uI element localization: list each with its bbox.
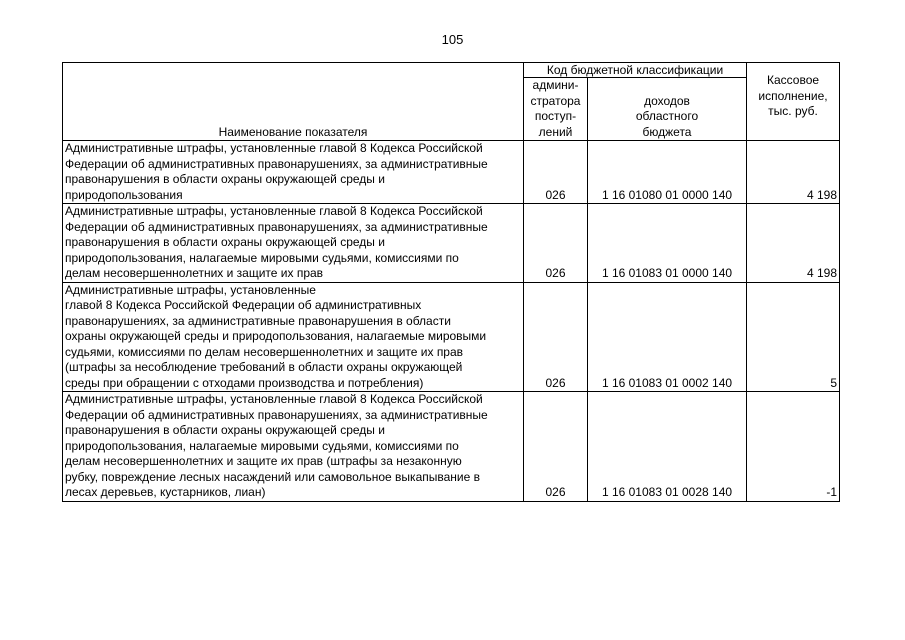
table-row: [63, 282, 840, 392]
row-amount: -1: [747, 392, 840, 502]
table-row: [63, 392, 840, 502]
header-row-1: [63, 63, 840, 78]
header-budget-code-group: Код бюджетной классификации: [524, 63, 747, 78]
row-amount: 5: [747, 282, 840, 392]
row-administrator: 026: [524, 141, 588, 204]
row-administrator: 026: [524, 392, 588, 502]
page-number: 105: [441, 32, 464, 47]
row-name: Административные штрафы, установленные главой 8 Кодекса Российской Федерации об административных правонарушениях, за административные правонарушения в области охраны окружающей среды и природопользования, налагаемые мировыми судьями, комиссиями по делам несовершеннолетних и защите их прав: [63, 204, 524, 283]
row-amount: 4 198: [747, 204, 840, 283]
table-row: [63, 141, 840, 204]
row-code: 1 16 01083 01 0002 140: [588, 282, 747, 392]
header-name: Наименование показателя: [63, 63, 524, 141]
header-revenue: доходов областного бюджета: [588, 78, 747, 141]
row-administrator: 026: [524, 282, 588, 392]
row-code: 1 16 01080 01 0000 140: [588, 141, 747, 204]
row-administrator: 026: [524, 204, 588, 283]
row-code: 1 16 01083 01 0000 140: [588, 204, 747, 283]
table-row: [63, 204, 840, 283]
row-name: Административные штрафы, установленные главой 8 Кодекса Российской Федерации об административных правонарушениях, за административные правонарушения в области охраны окружающей среды и природопользования: [63, 141, 524, 204]
budget-table: [62, 62, 840, 502]
row-name: Административные штрафы, установленные главой 8 Кодекса Российской Федерации об административных правонарушениях, за административные правонарушения в области охраны окружающей среды и природопользования, налагаемые мировыми судьями, комиссиями по делам несовершеннолетних и защите их прав (штрафы за несоблюдение требований в области охраны окружающей среды при обращении с отходами производства и потребления): [63, 282, 524, 392]
row-code: 1 16 01083 01 0028 140: [588, 392, 747, 502]
header-administrator: админи- стратора поступ- лений: [524, 78, 588, 141]
row-amount: 4 198: [747, 141, 840, 204]
row-name: Административные штрафы, установленные главой 8 Кодекса Российской Федерации об административных правонарушениях, за административные правонарушения в области охраны окружающей среды и природопользования, налагаемые мировыми судьями, комиссиями по делам несовершеннолетних и защите их прав (штрафы за незаконную рубку, повреждение лесных насаждений или самовольное выкапывание в лесах деревьев, кустарников, лиан): [63, 392, 524, 502]
header-cash-execution: Кассовое исполнение, тыс. руб.: [747, 63, 840, 141]
